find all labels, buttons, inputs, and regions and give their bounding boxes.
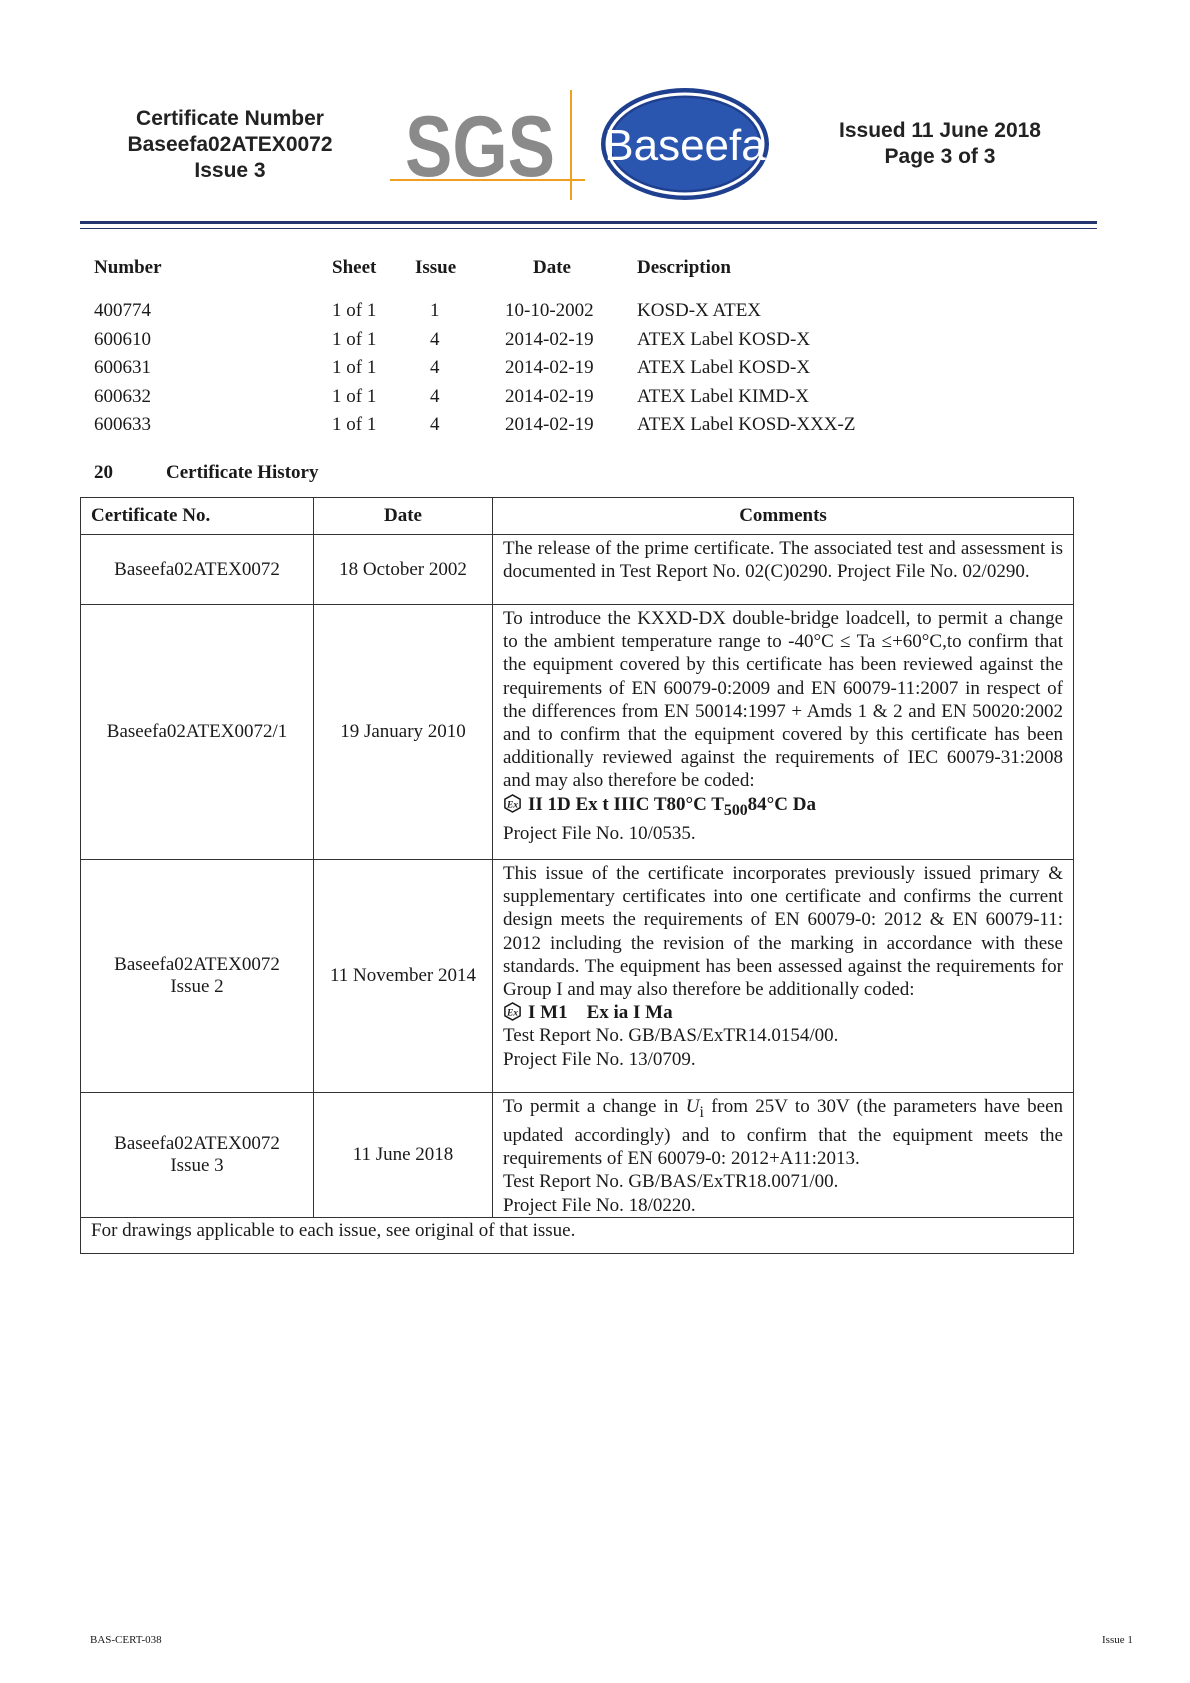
coding-text: II 1D Ex t IIIC T80°C T	[528, 793, 724, 815]
cert-no-cell	[81, 535, 314, 605]
drawing-sheet: 1 of 1	[332, 357, 377, 379]
drawing-number: 600631	[94, 357, 151, 379]
drawing-sheets	[332, 297, 376, 440]
header-rule-thin	[80, 228, 1097, 229]
footer-form-id: BAS-CERT-038	[90, 1634, 162, 1646]
table-row	[81, 860, 1074, 1093]
table-footnote: For drawings applicable to each issue, see original of that issue.	[81, 1217, 1074, 1253]
drawing-description: ATEX Label KOSD-X	[637, 328, 811, 350]
drawing-date: 2014-02-19	[505, 414, 594, 436]
header-certificate-no: Certificate No.	[81, 498, 314, 535]
cert-issue: Issue 3	[170, 1154, 224, 1176]
ex-marking	[503, 1001, 1063, 1024]
header-date: Date	[314, 498, 493, 535]
ui-symbol: U	[685, 1096, 700, 1117]
drawing-numbers	[94, 297, 151, 440]
comments-cell	[493, 860, 1074, 1093]
drawing-descriptions	[637, 297, 855, 440]
certificate-label: Certificate Number	[136, 107, 324, 130]
col-header-sheet: Sheet	[332, 257, 377, 278]
drawing-date: 2014-02-19	[505, 385, 594, 407]
cert-issue: Issue 2	[170, 976, 224, 997]
table-footnote-row	[81, 1217, 1074, 1253]
section-number: 20	[94, 462, 113, 483]
logo-area	[390, 88, 780, 208]
project-file: Project File No. 18/0220.	[503, 1194, 696, 1216]
ex-hexagon-icon	[503, 794, 522, 813]
comments-cell	[493, 605, 1074, 860]
date-cell: 11 November 2014	[314, 860, 493, 1093]
comment-text: The release of the prime certificate. The associated test and assessment is documented in Test Report No. 02(C)0290. Project File No. 02/0290.	[503, 538, 1063, 583]
drawing-sheet: 1 of 1	[332, 385, 377, 407]
header-rule	[80, 221, 1097, 224]
section-title: Certificate History	[166, 462, 319, 483]
drawing-description: ATEX Label KOSD-X	[637, 357, 811, 379]
test-report: Test Report No. GB/BAS/ExTR14.0154/00.	[503, 1025, 839, 1047]
sgs-baseefa-logo	[390, 88, 780, 208]
cert-no: Baseefa02ATEX0072/1	[106, 721, 288, 742]
drawing-date: 2014-02-19	[505, 328, 594, 350]
drawing-number: 600632	[94, 385, 151, 407]
drawing-date: 10-10-2002	[505, 300, 594, 321]
col-header-description: Description	[637, 257, 731, 278]
drawing-sheet: 1 of 1	[332, 328, 377, 350]
baseefa-logo-text: Baseefa	[604, 121, 766, 170]
drawing-date: 2014-02-19	[505, 357, 594, 379]
drawing-issue: 4	[430, 357, 440, 379]
comment-part: To permit a change in	[503, 1096, 686, 1117]
certificate-issue: Issue 3	[194, 159, 266, 182]
date-cell: 11 June 2018	[314, 1093, 493, 1218]
ex-marking	[503, 793, 1063, 822]
section-heading	[94, 462, 318, 484]
coding-text-end: 84°C Da	[747, 793, 816, 815]
certificate-number-block	[110, 106, 350, 184]
drawing-issue: 4	[430, 414, 440, 436]
svg-text:Ex: Ex	[506, 1008, 519, 1019]
certificate-number: Baseefa02ATEX0072	[127, 133, 333, 156]
comment-text: This issue of the certificate incorporates previously issued primary & supplementary certificates into one certificate and confirms the current design meets the requirements of EN 60079-0: 2012 & EN 60079-11: 2012 including the revision of the marking in accordance with these standards. The equipment has been assessed against the requirements for Group I and may also therefore be additionally coded:	[503, 863, 1063, 1001]
table-row	[81, 535, 1074, 605]
date-cell: 18 October 2002	[314, 535, 493, 605]
cert-no-cell	[81, 1093, 314, 1218]
drawing-description: KOSD-X ATEX	[637, 300, 762, 321]
project-file: Project File No. 13/0709.	[503, 1048, 696, 1070]
col-header-number: Number	[94, 257, 162, 278]
coding-subscript: 500	[723, 801, 748, 819]
issue-date-block	[820, 118, 1060, 170]
drawing-description: ATEX Label KOSD-XXX-Z	[637, 414, 856, 436]
col-header-issue: Issue	[415, 257, 457, 278]
cert-no-cell	[81, 605, 314, 860]
drawing-number: 600633	[94, 414, 151, 436]
ex-hexagon-icon	[503, 1002, 522, 1021]
drawing-number: 600610	[94, 328, 151, 350]
date-cell: 19 January 2010	[314, 605, 493, 860]
cert-no: Baseefa02ATEX0072	[114, 954, 280, 975]
comments-cell	[493, 1093, 1074, 1218]
drawing-issue: 4	[430, 328, 440, 350]
svg-text:Ex: Ex	[506, 799, 519, 810]
issued-date: Issued 11 June 2018	[839, 119, 1041, 142]
page-number: Page 3 of 3	[884, 145, 996, 168]
ui-subscript: i	[699, 1103, 704, 1121]
coding-text: I M1 Ex ia I Ma	[528, 1002, 673, 1024]
col-header-date: Date	[533, 257, 571, 278]
cert-no-cell	[81, 860, 314, 1093]
certificate-history-table	[80, 497, 1074, 1254]
drawing-number: 400774	[94, 300, 151, 321]
drawing-sheet: 1 of 1	[332, 414, 377, 436]
comment-part: from 25V to 30V (the parameters have been updated accordingly) and to confirm that the equipment meets the requirements of EN 60079-0: 2012+A11:2013.	[503, 1096, 1064, 1170]
table-row	[81, 1093, 1074, 1218]
project-file: Project File No. 10/0535.	[503, 822, 696, 844]
drawing-description: ATEX Label KIMD-X	[637, 385, 810, 407]
drawing-sheet: 1 of 1	[332, 300, 377, 321]
footer-issue: Issue 1	[1102, 1634, 1133, 1646]
drawing-issue: 1	[430, 300, 440, 321]
cert-no: Baseefa02ATEX0072	[114, 1132, 280, 1154]
header-comments: Comments	[493, 498, 1074, 535]
comment-text	[503, 1095, 1063, 1170]
table-header-row	[81, 498, 1074, 535]
drawing-dates	[505, 297, 594, 440]
cert-no: Baseefa02ATEX0072	[114, 558, 280, 580]
sgs-logo-text: SGS	[405, 99, 555, 195]
comment-text: To introduce the KXXD-DX double-bridge loadcell, to permit a change to the ambient temperature range to -40°C ≤ Ta ≤+60°C,to confirm that the equipment covered by this certificate has been reviewed against the requirements of EN 60079-0:2009 and EN 60079-11:2007 in respect of the differences from EN 50014:1997 + Amds 1 & 2 and EN 50020:2002 and to confirm that the equipment covered by this certificate has been additionally reviewed against the requirements of IEC 60079-31:2008 and may also therefore be coded:	[503, 608, 1063, 792]
drawing-issue: 4	[430, 385, 440, 407]
table-row	[81, 605, 1074, 860]
drawing-issues	[430, 297, 440, 440]
comments-cell	[493, 535, 1074, 605]
test-report: Test Report No. GB/BAS/ExTR18.0071/00.	[503, 1171, 839, 1193]
